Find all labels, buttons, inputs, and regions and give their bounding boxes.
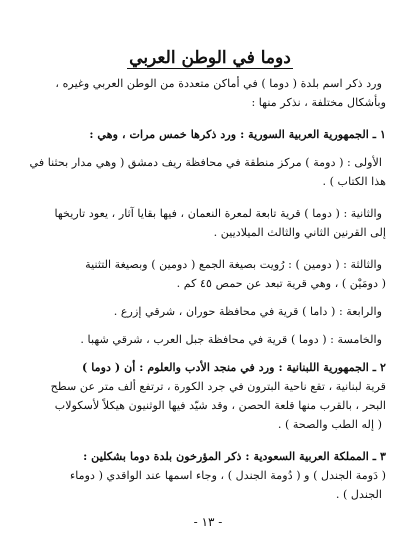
section-lebanon: [34, 358, 386, 434]
section-saudi: [34, 447, 386, 504]
paragraph-line: ( دَومة الجندل ) و ( دُومة الجندل ) ، وجاء اسمها عند الواقدي ( دوماء: [69, 469, 386, 482]
section-syria: [29, 125, 386, 349]
paragraph-line: إلى القرنين الثاني والثالث الميلاديين .: [213, 226, 386, 239]
intro-paragraph: [34, 74, 386, 112]
paragraph-line: هذا الكتاب ) .: [322, 175, 386, 188]
paragraph-line: ( دومَيْن ) ، وهي قرية تبعد عن حمص ٤٥ كم .: [176, 277, 386, 290]
title-text: دوما في الوطن العربي: [129, 48, 291, 68]
paragraph-line: البحر ، بالقرب منها قلعة الحصن ، وقد شيّد فيها الوثنيون هيكلاً لأسكولاب: [54, 399, 386, 412]
syria-item-3: [34, 255, 386, 293]
section-heading: ٣ ـ المملكة العربية السعودية : ذكر المؤرخون بلدة دوما بشكلين :: [83, 449, 386, 463]
intro-line: وبأشكال مختلفة ، نذكر منها :: [251, 96, 386, 109]
syria-item-4: والرابعة : ( داما ) قرية في محافظة حوران ، شرقي إزرع .: [113, 305, 382, 318]
page-number: - ١٣ -: [193, 515, 223, 529]
paragraph-line: والثانية : ( دوما ) قرية تابعة لمعرة النعمان ، فيها بقايا آثار ، يعود تاريخها: [54, 207, 382, 220]
page-title: [34, 48, 386, 68]
syria-item-2: [34, 204, 386, 242]
paragraph-line: الأولى : ( دومة ) مركز منطقة في محافظة ريف دمشق ( وهي مدار بحثنا في: [29, 156, 382, 169]
paragraph-line: والثالثة : ( دومين ) : رُويت بصيغة الجمع ( دومين ) وبصيغة التثنية: [85, 258, 382, 271]
paragraph-line: ( إله الطب والصحة ) .: [277, 418, 382, 431]
section-heading: ١ ـ الجمهورية العربية السورية : ورد ذكرها خمس مرات ، وهي :: [89, 127, 386, 141]
syria-item-5: والخامسة : ( دوما ) قرية في محافظة جبل العرب ، شرقي شهبا .: [80, 333, 382, 346]
syria-item-1: [29, 153, 386, 191]
intro-line: ورد ذكر اسم بلدة ( دوما ) في أماكن متعددة من الوطن العربي وغيره ،: [55, 77, 382, 90]
paragraph-line: الجندل ) .: [335, 488, 382, 501]
paragraph-line: قرية لبنانية ، تقع ناحية البترون في جرد الكورة ، ترتفع ألف متر عن سطح: [50, 380, 386, 393]
section-heading: ٢ ـ الجمهورية اللبنانية : ورد في منجد الأدب والعلوم : أن ( دوما ): [82, 360, 386, 374]
